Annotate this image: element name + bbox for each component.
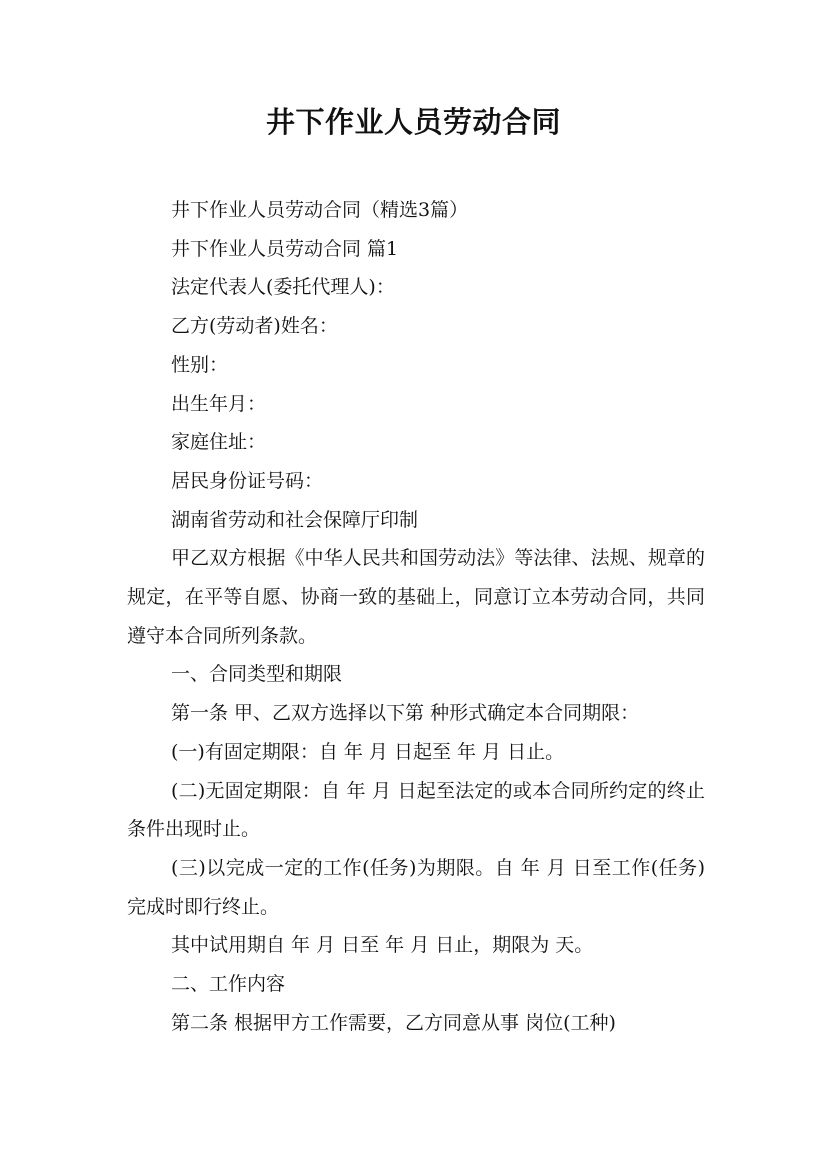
paragraph-preamble: 甲乙双方根据《中华人民共和国劳动法》等法律、法规、规章的规定，在平等自愿、协商一致的基础上，同意订立本劳动合同，共同遵守本合同所列条款。 bbox=[127, 547, 705, 647]
paragraph-gender: 性别： bbox=[171, 353, 229, 376]
paragraph-article-1: 第一条 甲、乙双方选择以下第 种形式确定本合同期限： bbox=[171, 702, 640, 725]
paragraph-printed-by: 湖南省劳动和社会保障厅印制 bbox=[171, 508, 419, 531]
paragraph-heading-part1: 井下作业人员劳动合同 篇1 bbox=[171, 237, 399, 260]
paragraph-fixed-term: (一)有固定期限：自 年 月 日起至 年 月 日止。 bbox=[171, 740, 565, 763]
paragraph-heading-selection: 井下作业人员劳动合同（精选3篇） bbox=[171, 199, 469, 221]
paragraph-probation: 其中试用期自 年 月 日至 年 月 日止，期限为 天。 bbox=[171, 934, 594, 957]
paragraph-section-2-heading: 二、工作内容 bbox=[171, 973, 286, 996]
paragraph-open-term: (二)无固定期限：自 年 月 日起至法定的或本合同所约定的终止条件出现时止。 bbox=[127, 779, 705, 841]
paragraph-task-term: (三)以完成一定的工作(任务)为期限。自 年 月 日至工作(任务)完成时即行终止。 bbox=[127, 856, 705, 918]
paragraph-birth-date: 出生年月： bbox=[171, 392, 267, 415]
paragraph-id-number: 居民身份证号码： bbox=[171, 469, 324, 492]
paragraph-home-address: 家庭住址： bbox=[171, 431, 267, 454]
paragraph-legal-representative: 法定代表人(委托代理人)： bbox=[171, 276, 395, 299]
paragraph-worker-name: 乙方(劳动者)姓名： bbox=[171, 315, 338, 338]
paragraph-section-1-heading: 一、合同类型和期限 bbox=[171, 663, 343, 686]
document-title: 井下作业人员劳动合同 bbox=[265, 105, 561, 139]
paragraph-article-2: 第二条 根据甲方工作需要，乙方同意从事 岗位(工种) bbox=[171, 1011, 616, 1034]
document-body bbox=[127, 191, 705, 1042]
